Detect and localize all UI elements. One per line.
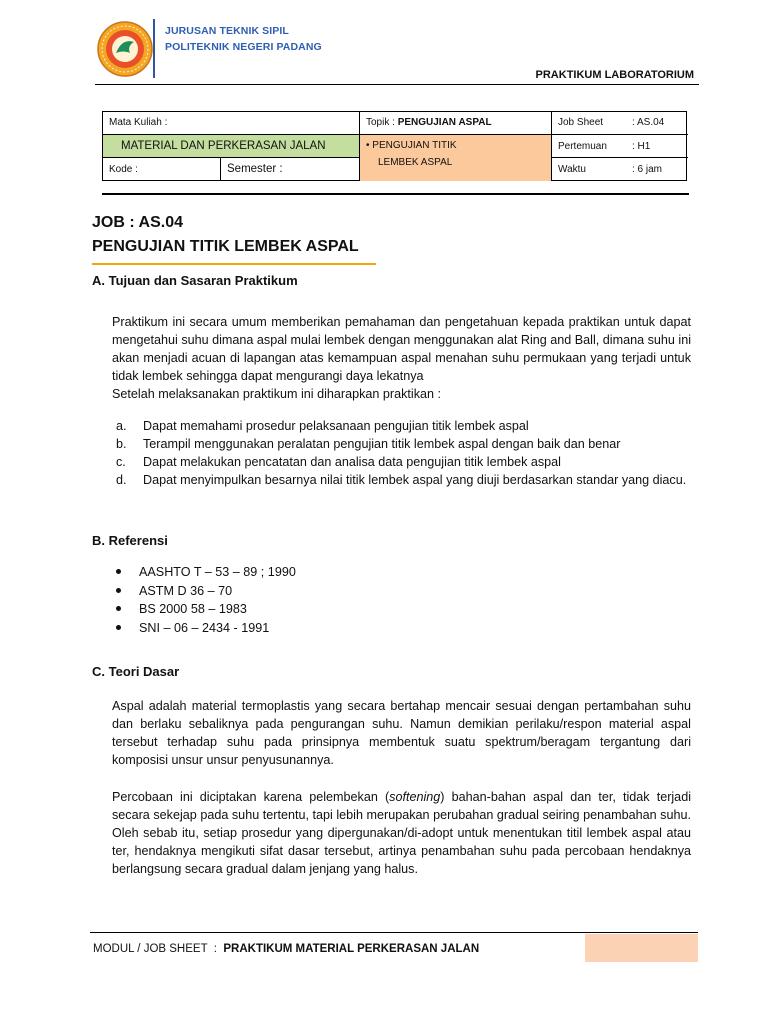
list-item: BS 2000 58 – 1983 <box>113 600 513 619</box>
paragraph-text: ) bahan-bahan aspal dan ter, tidak terjadi secara sekejap pada suhu tertentu, tapi lebih merupakan perubahan gradual seiring penambahan suhu. Oleh sebab itu, setiap prosedur yang dipergunakan/di-adopt untuk menentukan titil lembek aspal atau ter, hendaknya mengikuti sifat dasar tersebut, artinya penambahan suhu pada percobaan hendaknya berlangsung secara gradual dalam jenjang yang halus. <box>112 790 691 876</box>
waktu-label: Waktu <box>558 164 586 175</box>
list-item-text: Terampil menggunakan peralatan pengujian titik lembek aspal dengan baik dan benar <box>143 437 621 451</box>
section-c-heading: C. Teori Dasar <box>92 664 180 679</box>
section-b-heading: B. Referensi <box>92 533 168 548</box>
footer-title: PRAKTIKUM MATERIAL PERKERASAN JALAN <box>223 943 480 955</box>
topik-subtopic-line1: • PENGUJIAN TITIK <box>366 140 457 151</box>
semester-label: Semester : <box>220 157 359 181</box>
list-marker: a. <box>116 419 127 433</box>
header-rule <box>95 84 699 85</box>
header-divider <box>153 19 155 78</box>
footer-prefix: MODUL / JOB SHEET : <box>93 943 224 955</box>
list-marker: c. <box>116 455 126 469</box>
mata-kuliah-label: Mata Kuliah : <box>109 117 168 128</box>
footer-rule <box>90 932 698 933</box>
topik-value: PENGUJIAN ASPAL <box>397 117 492 128</box>
job-number-title: JOB : AS.04 <box>92 214 183 231</box>
section-a-paragraph: Praktikum ini secara umum memberikan pemahaman dan pengetahuan kepada praktikan untuk dapat mengetahui suhu dimana aspal mulai lembek dengan menggunakan alat Ring and Ball, dimana suhu ini akan menjadi acuan di lapangan atas kemampuan aspal menahan suhu permukaan yang terjadi untuk tidak lembek sehingga dapat mengurangi daya lekatnya <box>112 315 691 383</box>
list-item <box>116 435 691 453</box>
job-sheet-value: : AS.04 <box>632 117 665 128</box>
section-a-heading: A. Tujuan dan Sasaran Praktikum <box>92 273 298 288</box>
header-right-title: PRAKTIKUM LABORATORIUM <box>535 69 694 81</box>
pertemuan-value: : H1 <box>632 141 651 152</box>
list-item: SNI – 06 – 2434 - 1991 <box>113 619 513 638</box>
list-item-text: Dapat melakukan pencatatan dan analisa data pengujian titik lembek aspal <box>143 455 561 469</box>
topik-subtopic-line2: LEMBEK ASPAL <box>378 157 453 168</box>
pertemuan-cell <box>551 134 688 157</box>
job-sheet-label: Job Sheet <box>558 117 604 128</box>
list-marker: d. <box>116 473 127 487</box>
kode-label: Kode : <box>103 157 220 181</box>
list-item <box>116 417 691 435</box>
topik-subtopic-cell <box>359 134 551 181</box>
institution-department: JURUSAN TEKNIK SIPIL <box>165 25 289 37</box>
pertemuan-label: Pertemuan <box>558 141 607 152</box>
topik-cell <box>359 112 551 134</box>
waktu-cell <box>551 157 688 181</box>
table-underline <box>102 193 689 195</box>
course-info-table <box>102 111 687 181</box>
waktu-value: : 6 jam <box>632 164 663 175</box>
list-item: ASTM D 36 – 70 <box>113 582 513 601</box>
footer-page-box <box>585 934 698 962</box>
section-c-paragraph-1: Aspal adalah material termoplastis yang secara bertahap mencair sesuai dengan pertambahan suhu dan berlaku sebaliknya pada pengurangan suhu. Namun demikian perilaku/respon material aspal tersebut terhadap suhu pada prinsipnya membentuk suatu spektrum/beragam tergantung dari komposisi unsur unsur penyusunannya. <box>112 699 691 767</box>
institution-logo-icon <box>96 20 154 78</box>
list-item-text: Dapat memahami prosedur pelaksanaan pengujian titik lembek aspal <box>143 419 529 433</box>
list-item: AASHTO T – 53 – 89 ; 1990 <box>113 563 513 582</box>
title-underline <box>92 263 376 265</box>
softening-term: softening <box>389 790 441 804</box>
footer <box>93 943 479 955</box>
list-marker: b. <box>116 437 127 451</box>
paragraph-text: Percobaan ini diciptakan karena pelembekan ( <box>112 790 390 804</box>
reference-list <box>113 563 513 637</box>
job-title: PENGUJIAN TITIK LEMBEK ASPAL <box>92 238 359 255</box>
job-sheet-cell <box>551 112 688 134</box>
section-c-paragraph-2 <box>112 788 691 878</box>
list-item-text: Dapat menyimpulkan besarnya nilai titik lembek aspal yang diuji berdasarkan standar yang diacu. <box>143 473 687 487</box>
list-item <box>116 471 691 489</box>
institution-name: POLITEKNIK NEGERI PADANG <box>165 41 322 53</box>
topik-label: Topik : <box>366 117 395 128</box>
list-item <box>116 453 691 471</box>
section-a-objectives-list <box>116 417 691 489</box>
mata-kuliah-value: MATERIAL DAN PERKERASAN JALAN <box>103 134 359 157</box>
section-a-intro: Setelah melaksanakan praktikum ini diharapkan praktikan : <box>112 387 442 401</box>
